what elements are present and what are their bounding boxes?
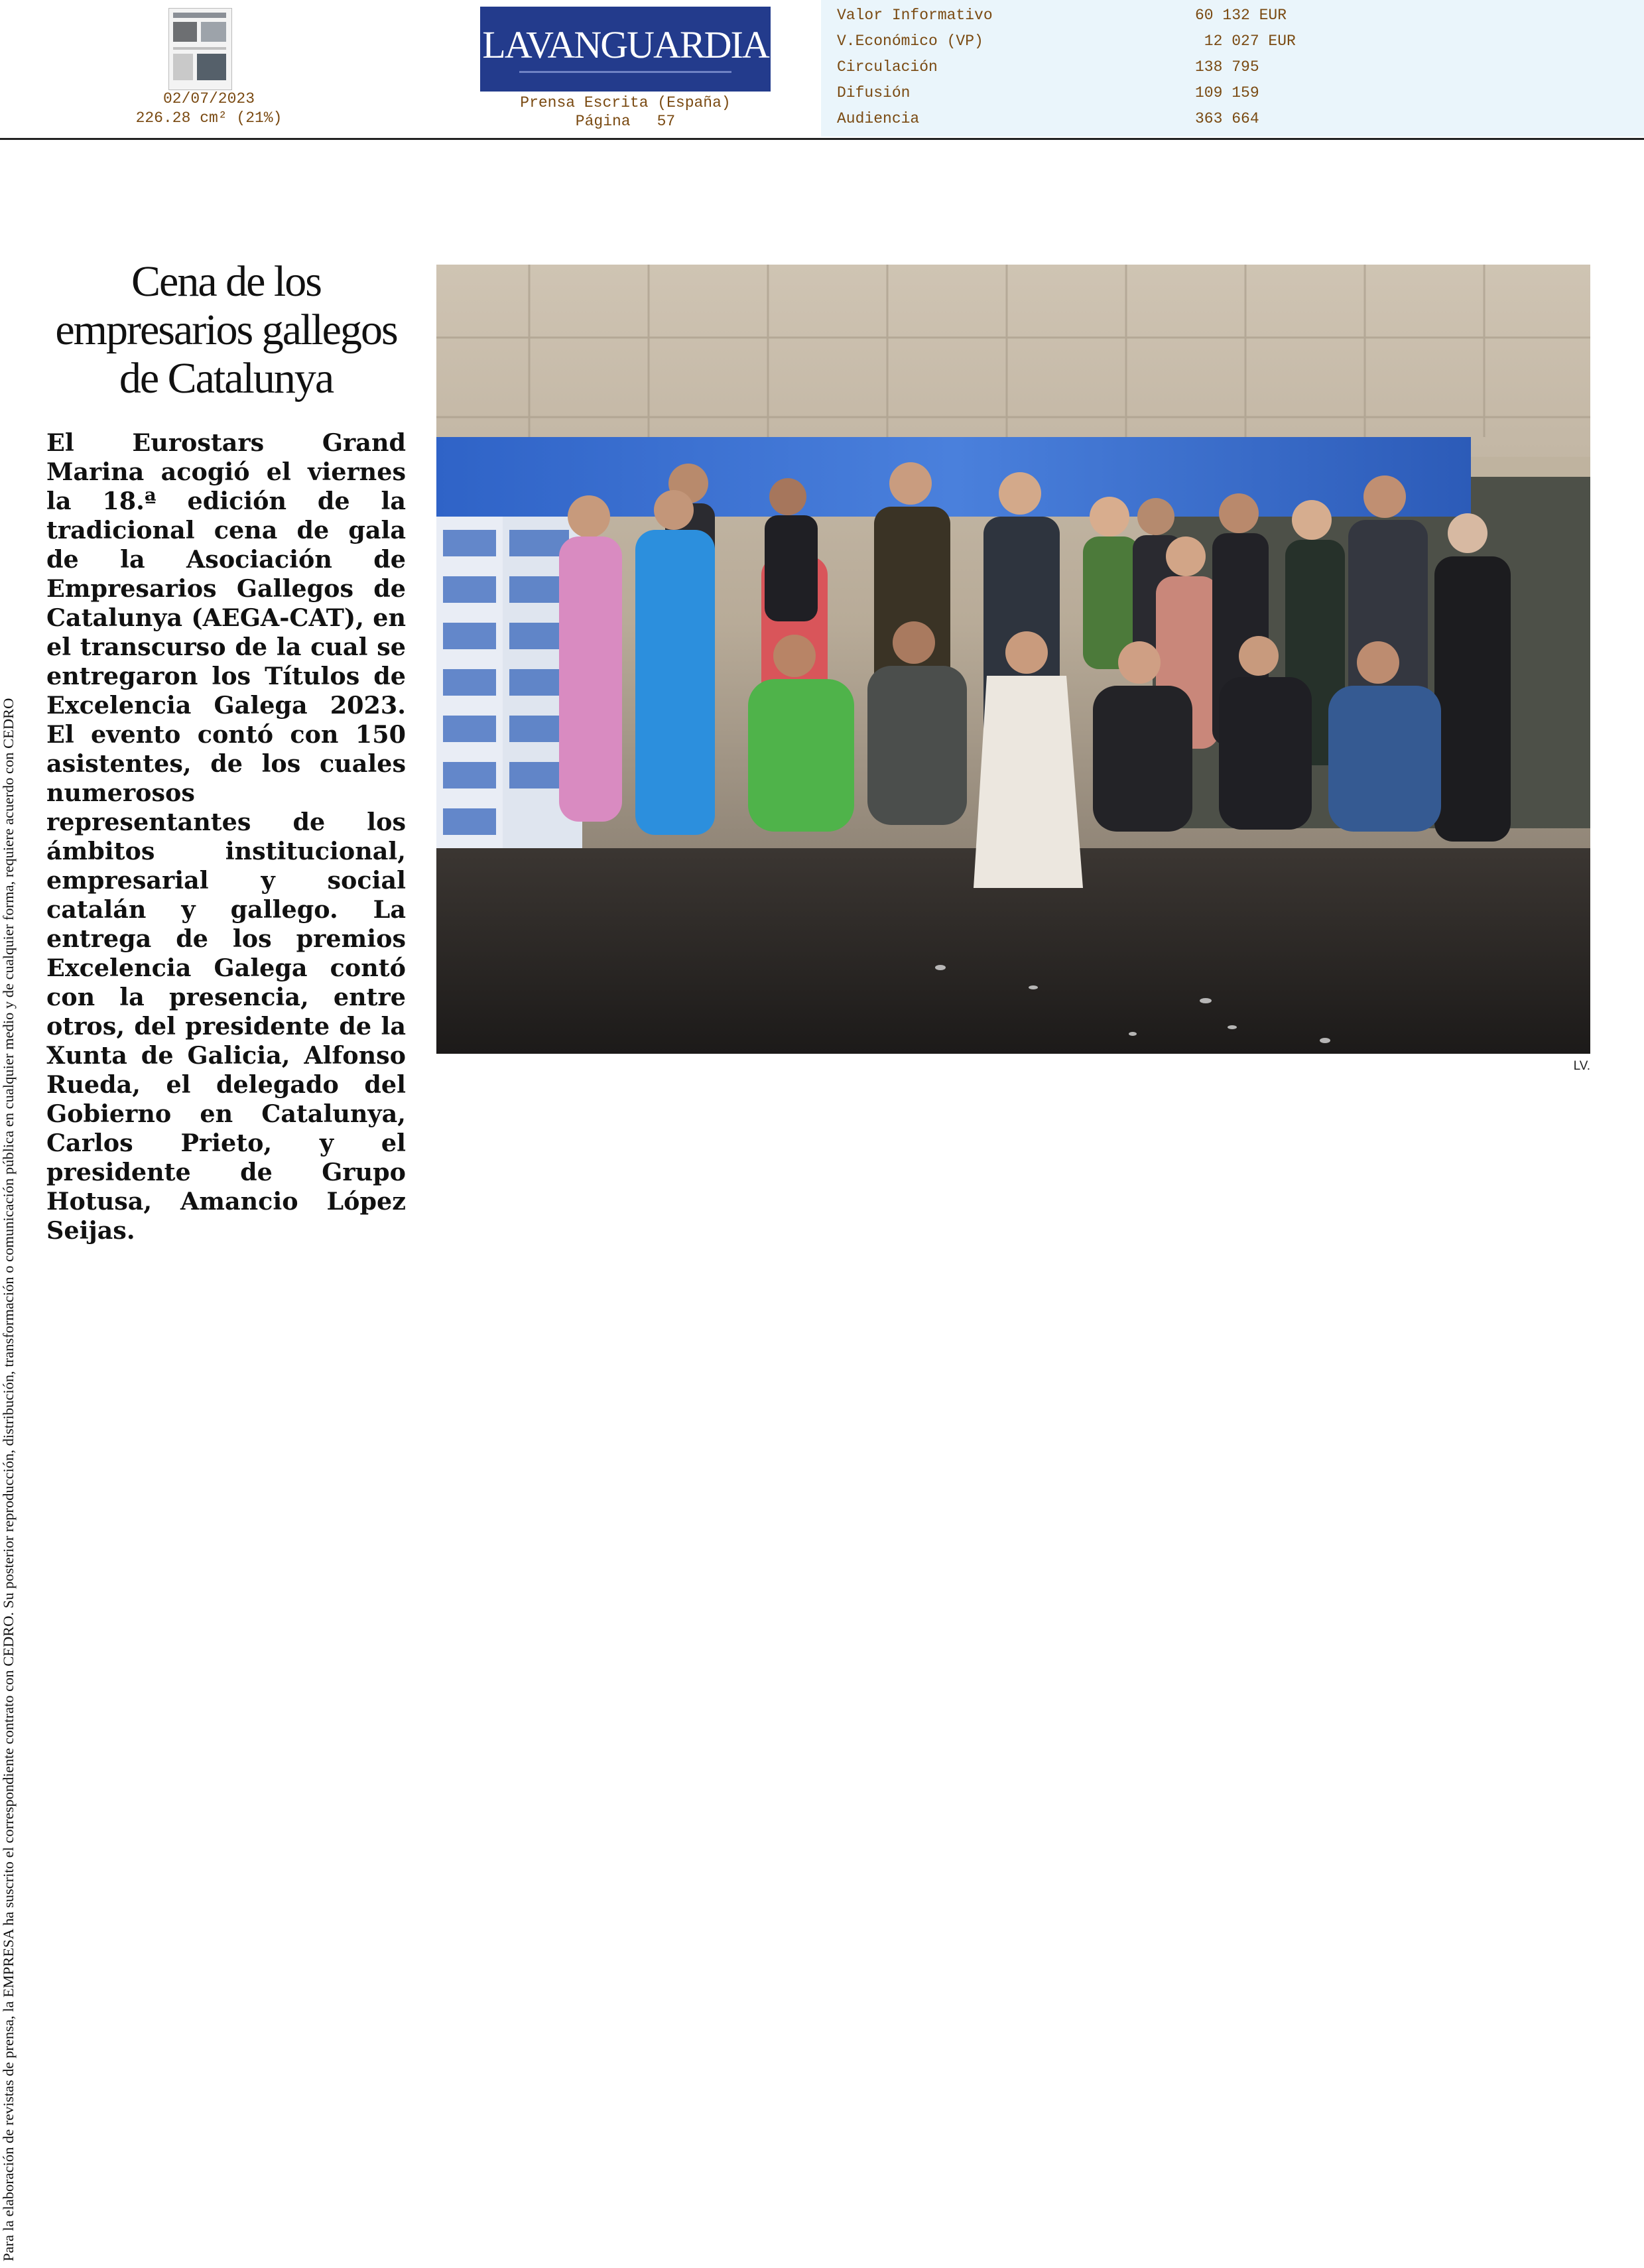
group-photo-illustration <box>436 265 1590 1054</box>
metric-value: 109 159 <box>1195 84 1259 101</box>
photo-credit: LV. <box>1573 1059 1590 1073</box>
metric-label: Circulación <box>837 58 938 76</box>
header-divider <box>0 138 1644 140</box>
metric-label: V.Económico (VP) <box>837 32 983 50</box>
logo-text: LAVANGUARDIA <box>482 23 769 66</box>
metric-label: Difusión <box>837 84 911 101</box>
metric-label: Audiencia <box>837 110 920 127</box>
publication-date: 02/07/2023 <box>162 90 255 107</box>
metric-row <box>837 58 1633 78</box>
copyright-notice: Para la elaboración de revistas de prensa, la EMPRESA ha suscrito el correspondiente contrato con CEDRO. Su posterior reproducción, distribución, transformación o comunicación pública en cualquier medio y de cualquier forma, requiere acuerdo con CEDRO <box>0 698 17 2261</box>
logo-tagline <box>519 71 731 73</box>
headline-line: de Catalunya <box>119 354 334 403</box>
metrics-panel <box>821 0 1644 137</box>
event-photo <box>436 265 1590 1054</box>
metric-row <box>837 84 1633 104</box>
article-headline <box>44 257 409 403</box>
metric-value: 12 027 EUR <box>1195 32 1296 50</box>
newspaper-logo <box>480 7 771 92</box>
headline-line: Cena de los <box>131 257 321 306</box>
press-page <box>480 113 771 130</box>
clipping-area: 226.28 cm² (21%) <box>135 109 283 127</box>
metric-value: 363 664 <box>1195 110 1259 127</box>
clipping-header <box>0 0 1644 139</box>
press-type: Prensa Escrita (España) <box>520 94 731 111</box>
metric-value: 138 795 <box>1195 58 1259 76</box>
metric-label: Valor Informativo <box>837 7 993 24</box>
page-label: Página <box>575 113 631 130</box>
article-body: El Eurostars Grand Marina acogió el viernes la 18.ª edición de la tradicional cena de gala de la Asociación de Empresarios Gallegos de Catalunya (AEGA-CAT), en el transcurso de la cual se entregaron los Títulos de Excelencia Galega 2023. El evento contó con 150 asistentes, de los cuales numerosos representantes de los ámbitos institucional, empresarial y social catalán y gallego. La entrega de los premios Excelencia Galega contó con la presencia, entre otros, del presidente de la Xunta de Galicia, Alfonso Rueda, el delegado del Gobierno en Catalunya, Carlos Prieto, y el presidente de Grupo Hotusa, Amancio López Seijas. <box>46 428 406 1245</box>
metric-value: 60 132 EUR <box>1195 7 1287 24</box>
metric-row <box>837 32 1633 52</box>
page-thumbnail[interactable] <box>168 8 232 90</box>
metric-row <box>837 110 1633 130</box>
page-number: 57 <box>657 113 676 130</box>
metric-row <box>837 7 1633 27</box>
headline-line: empresarios gallegos <box>55 306 397 354</box>
